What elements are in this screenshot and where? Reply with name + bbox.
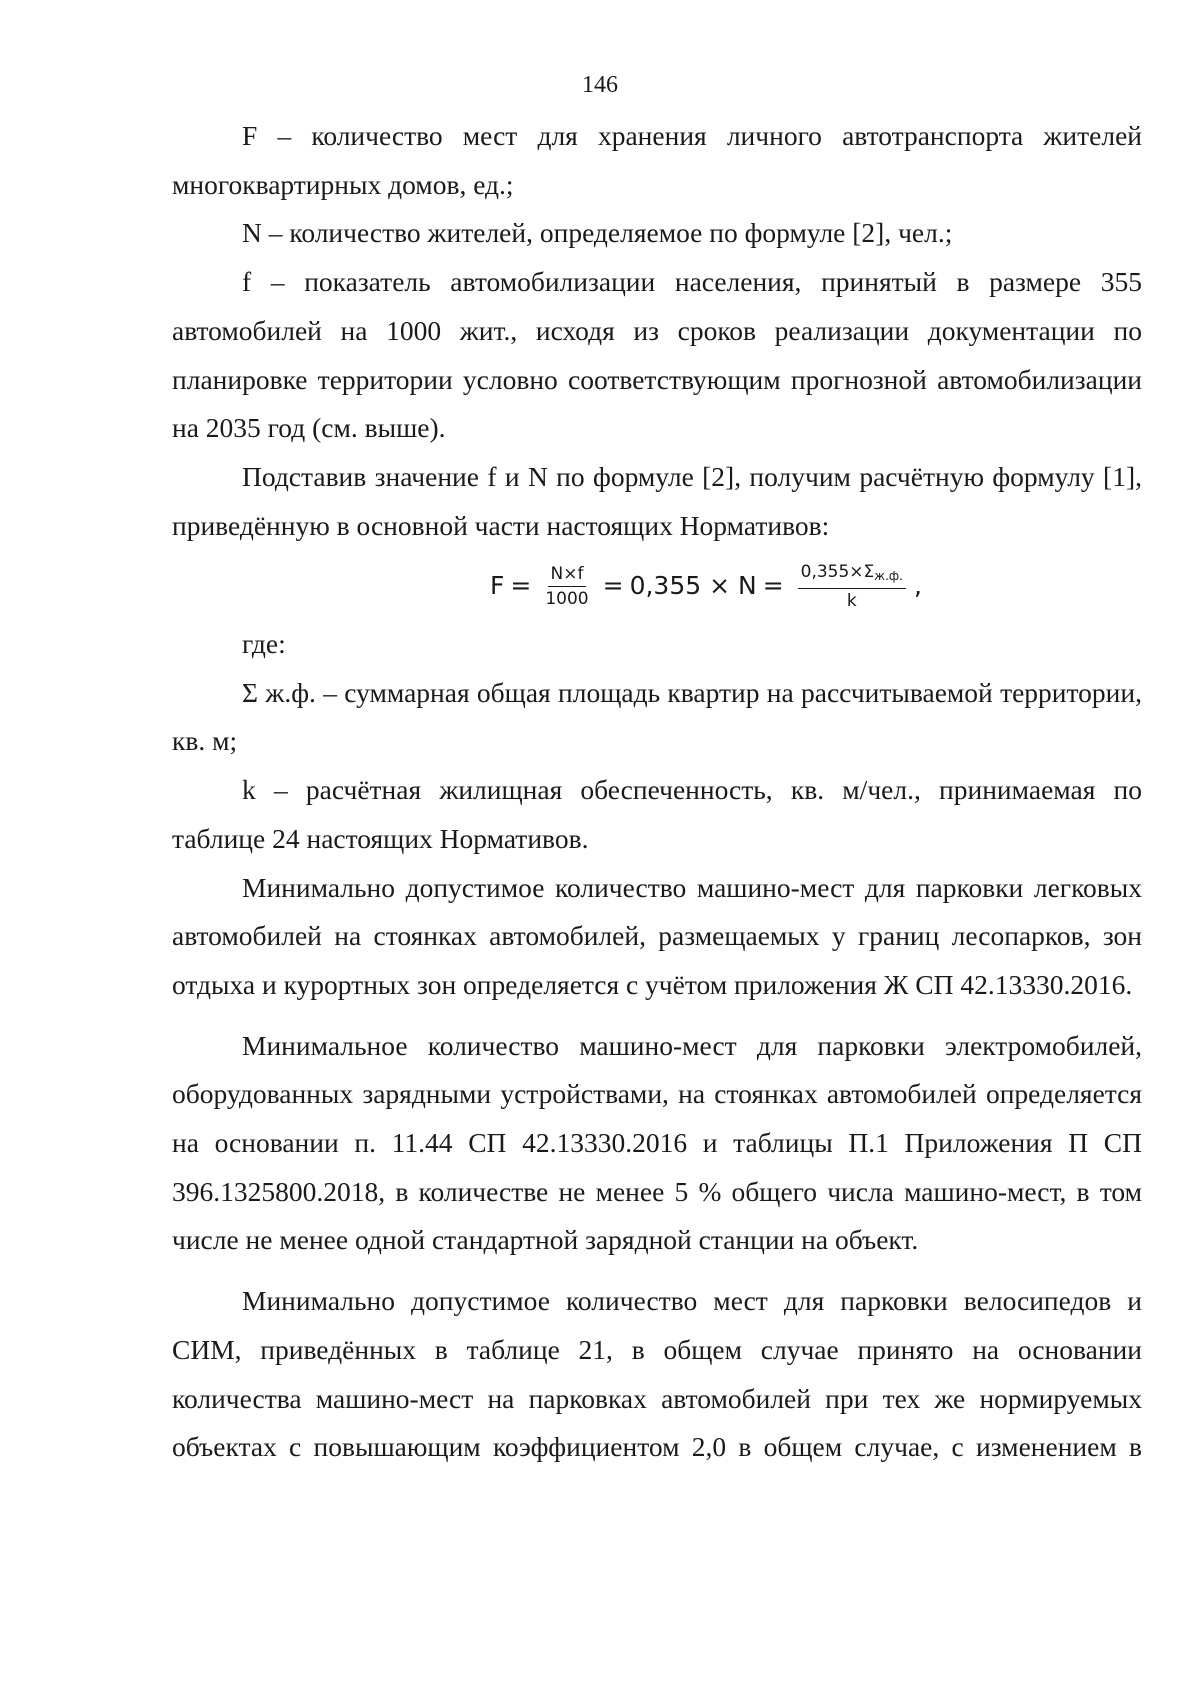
formula-lhs: F <box>490 571 505 601</box>
definition-sigma: Σ ж.ф. – суммарная общая площадь квартир на рассчитываемой территории, кв. м; <box>172 676 1142 757</box>
definition-k: k – расчётная жилищная обеспеченность, кв. м/чел., принимаемая по таблице 24 настоящих Нормативов. <box>172 774 1142 854</box>
definition-F: F – количество мест для хранения личного автотранспорта жителей многоквартирных домов, ед.; <box>172 120 1142 200</box>
fraction-1-numerator: N×f <box>548 564 587 587</box>
substitution-paragraph: Подставив значение f и N по формуле [2], получим расчётную формулу [1], приведённую в основной части настоящих Нормативов: <box>172 460 1142 541</box>
parking-forest-parks-paragraph: Минимально допустимое количество машино-мест для парковки легковых автомобилей на стоянках автомобилей, размещаемых у границ лесопарков, зон отдыха и курортных зон определяется с учётом приложения Ж СП 42.13330.2016. <box>172 871 1142 1000</box>
calculation-formula <box>490 562 922 611</box>
formula-fraction-2 <box>798 562 906 611</box>
definition-f: f – показатель автомобилизации населения, принятый в размере 355 автомобилей на 1000 жит., исходя из сроков реализации документации по планировке территории условно соответствующим прогнозной автомобилизации на 2035 год (см. выше). <box>172 266 1142 444</box>
formula-equals-1: = <box>510 571 532 601</box>
ev-charging-paragraph: Минимальное количество машино-мест для парковки электромобилей, оборудованных зарядными устройствами, на стоянках автомобилей определяется на основании п. 11.44 СП 42.13330.2016 и таблицы П.1 Приложения П СП 396.1325800.2018, в количестве не менее 5 % общего числа машино-мест, в том числе не менее одной стандартной зарядной станции на объект. <box>172 1029 1142 1256</box>
fraction-2-denominator: k <box>846 591 857 611</box>
where-label: где: <box>242 628 286 659</box>
definition-N: N – количество жителей, определяемое по формуле [2], чел.; <box>242 217 953 249</box>
bicycle-parking-paragraph: Минимально допустимое количество мест для парковки велосипедов и СИМ, приведённых в таблице 21, в общем случае принято на основании количества машино-мест на парковках автомобилей при тех же нормируемых объектах с повышающим коэффициентом 2,0 в общем случае, с изменением в <box>172 1285 1142 1463</box>
text-block-bottom <box>172 620 1142 1472</box>
fraction-2-numerator: $0,355\times\Sigma_{ж.ф.}$ <box>798 562 906 589</box>
text-block-top <box>172 112 1142 550</box>
formula-trailing-comma: , <box>914 571 922 601</box>
fraction-1-denominator: 1000 <box>545 589 589 609</box>
formula-equals-2: = <box>602 571 624 601</box>
formula-equals-3: = <box>762 571 784 601</box>
formula-middle-term: 0,355 × N <box>629 571 757 601</box>
formula-fraction-1 <box>545 564 588 609</box>
page-number: 146 <box>582 72 618 98</box>
